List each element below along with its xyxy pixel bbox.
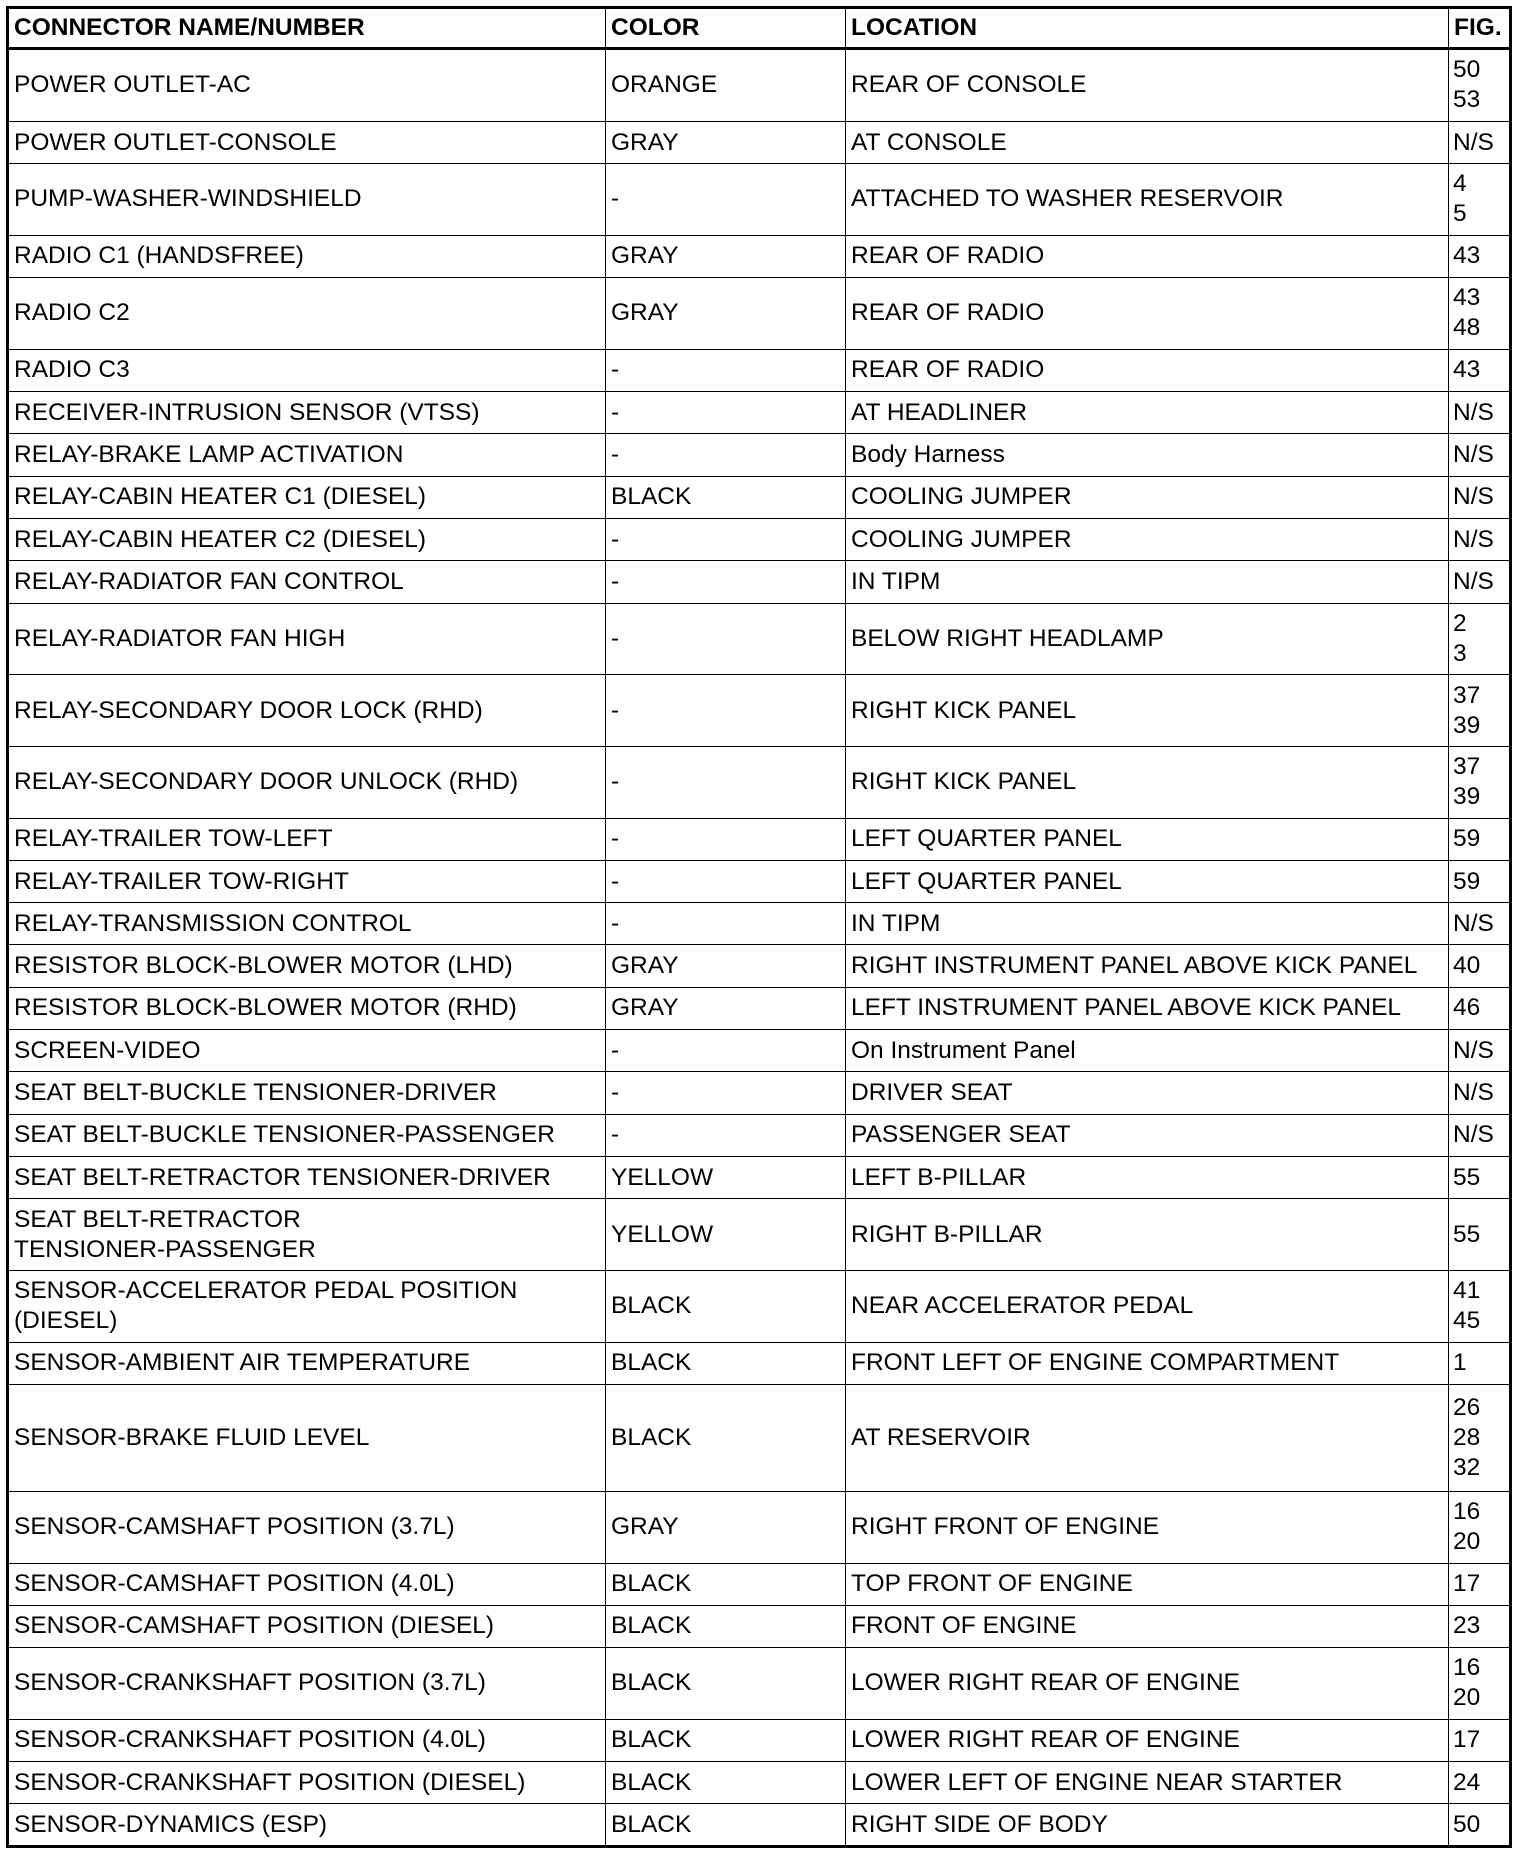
table-row [8, 860, 1511, 902]
cell-location: FRONT OF ENGINE [846, 1605, 1449, 1647]
header-fig: FIG. [1449, 8, 1511, 49]
header-row [8, 8, 1511, 49]
table-row [8, 278, 1511, 350]
table-row [8, 49, 1511, 122]
table-row [8, 518, 1511, 560]
cell-fig: 59 [1449, 860, 1511, 902]
cell-connector-name: RELAY-TRANSMISSION CONTROL [8, 903, 606, 945]
cell-fig: N/S [1449, 1072, 1511, 1114]
table-body [8, 49, 1511, 1847]
cell-connector-name: POWER OUTLET-CONSOLE [8, 121, 606, 163]
table-row [8, 1804, 1511, 1847]
cell-location: RIGHT SIDE OF BODY [846, 1804, 1449, 1847]
table-row [8, 561, 1511, 603]
cell-location: RIGHT KICK PANEL [846, 675, 1449, 747]
cell-connector-name: POWER OUTLET-AC [8, 49, 606, 122]
table-row [8, 818, 1511, 860]
cell-fig: 37 39 [1449, 675, 1511, 747]
cell-fig: 37 39 [1449, 746, 1511, 818]
table-header [8, 8, 1511, 49]
cell-color: - [606, 518, 846, 560]
cell-fig: N/S [1449, 434, 1511, 476]
cell-connector-name: SEAT BELT-RETRACTOR TENSIONER-PASSENGER [8, 1199, 606, 1271]
table-row [8, 987, 1511, 1029]
cell-location: REAR OF RADIO [846, 278, 1449, 350]
table-row [8, 1342, 1511, 1384]
cell-location: AT RESERVOIR [846, 1384, 1449, 1491]
cell-color: - [606, 818, 846, 860]
cell-color: BLACK [606, 1563, 846, 1605]
connector-table [6, 6, 1512, 1848]
table-row [8, 1384, 1511, 1491]
table-row [8, 1270, 1511, 1342]
cell-color: - [606, 164, 846, 236]
cell-color: - [606, 1030, 846, 1072]
table-row [8, 746, 1511, 818]
cell-location: LOWER RIGHT REAR OF ENGINE [846, 1648, 1449, 1720]
cell-color: YELLOW [606, 1156, 846, 1198]
table-row [8, 903, 1511, 945]
cell-connector-name: RADIO C1 (HANDSFREE) [8, 235, 606, 277]
cell-location: RIGHT FRONT OF ENGINE [846, 1491, 1449, 1563]
cell-location: IN TIPM [846, 903, 1449, 945]
cell-connector-name: RELAY-RADIATOR FAN CONTROL [8, 561, 606, 603]
cell-location: REAR OF CONSOLE [846, 49, 1449, 122]
cell-fig: 41 45 [1449, 1270, 1511, 1342]
cell-location: TOP FRONT OF ENGINE [846, 1563, 1449, 1605]
cell-fig: N/S [1449, 476, 1511, 518]
cell-location: RIGHT B-PILLAR [846, 1199, 1449, 1271]
cell-connector-name: SENSOR-CRANKSHAFT POSITION (DIESEL) [8, 1762, 606, 1804]
cell-location: FRONT LEFT OF ENGINE COMPARTMENT [846, 1342, 1449, 1384]
cell-fig: 55 [1449, 1156, 1511, 1198]
cell-fig: 46 [1449, 987, 1511, 1029]
cell-location: IN TIPM [846, 561, 1449, 603]
cell-color: - [606, 903, 846, 945]
cell-color: BLACK [606, 1384, 846, 1491]
cell-connector-name: PUMP-WASHER-WINDSHIELD [8, 164, 606, 236]
cell-connector-name: SENSOR-CAMSHAFT POSITION (DIESEL) [8, 1605, 606, 1647]
cell-location: COOLING JUMPER [846, 476, 1449, 518]
cell-location: LEFT QUARTER PANEL [846, 818, 1449, 860]
header-color: COLOR [606, 8, 846, 49]
cell-connector-name: RELAY-SECONDARY DOOR UNLOCK (RHD) [8, 746, 606, 818]
cell-color: BLACK [606, 1762, 846, 1804]
cell-connector-name: RADIO C2 [8, 278, 606, 350]
cell-color: - [606, 1072, 846, 1114]
cell-fig: 26 28 32 [1449, 1384, 1511, 1491]
table-row [8, 675, 1511, 747]
cell-color: BLACK [606, 1605, 846, 1647]
cell-color: GRAY [606, 235, 846, 277]
cell-fig: N/S [1449, 518, 1511, 560]
cell-location: COOLING JUMPER [846, 518, 1449, 560]
cell-connector-name: RELAY-CABIN HEATER C2 (DIESEL) [8, 518, 606, 560]
table-row [8, 434, 1511, 476]
cell-color: - [606, 434, 846, 476]
cell-color: BLACK [606, 476, 846, 518]
cell-connector-name: RELAY-CABIN HEATER C1 (DIESEL) [8, 476, 606, 518]
cell-color: BLACK [606, 1648, 846, 1720]
table-row [8, 603, 1511, 675]
cell-connector-name: RECEIVER-INTRUSION SENSOR (VTSS) [8, 392, 606, 434]
cell-color: - [606, 860, 846, 902]
cell-fig: 55 [1449, 1199, 1511, 1271]
table-row [8, 476, 1511, 518]
table-row [8, 1605, 1511, 1647]
table-row [8, 1030, 1511, 1072]
table-row [8, 1156, 1511, 1198]
cell-color: GRAY [606, 945, 846, 987]
cell-fig: 50 [1449, 1804, 1511, 1847]
cell-connector-name: SEAT BELT-BUCKLE TENSIONER-PASSENGER [8, 1114, 606, 1156]
cell-connector-name: RESISTOR BLOCK-BLOWER MOTOR (RHD) [8, 987, 606, 1029]
cell-connector-name: SCREEN-VIDEO [8, 1030, 606, 1072]
cell-connector-name: SENSOR-CAMSHAFT POSITION (4.0L) [8, 1563, 606, 1605]
table-row [8, 945, 1511, 987]
cell-fig: N/S [1449, 1030, 1511, 1072]
table-row [8, 1072, 1511, 1114]
table-row [8, 392, 1511, 434]
cell-color: - [606, 561, 846, 603]
cell-color: - [606, 603, 846, 675]
cell-location: RIGHT INSTRUMENT PANEL ABOVE KICK PANEL [846, 945, 1449, 987]
cell-connector-name: SENSOR-AMBIENT AIR TEMPERATURE [8, 1342, 606, 1384]
cell-fig: N/S [1449, 903, 1511, 945]
cell-location: AT CONSOLE [846, 121, 1449, 163]
cell-connector-name: RADIO C3 [8, 349, 606, 391]
cell-color: - [606, 1114, 846, 1156]
cell-location: On Instrument Panel [846, 1030, 1449, 1072]
cell-location: DRIVER SEAT [846, 1072, 1449, 1114]
cell-location: LOWER LEFT OF ENGINE NEAR STARTER [846, 1762, 1449, 1804]
cell-connector-name: SENSOR-ACCELERATOR PEDAL POSITION (DIESEL) [8, 1270, 606, 1342]
cell-connector-name: SEAT BELT-BUCKLE TENSIONER-DRIVER [8, 1072, 606, 1114]
cell-fig: 43 48 [1449, 278, 1511, 350]
table-row [8, 1199, 1511, 1271]
cell-location: LEFT QUARTER PANEL [846, 860, 1449, 902]
table-row [8, 349, 1511, 391]
cell-location: RIGHT KICK PANEL [846, 746, 1449, 818]
cell-fig: 40 [1449, 945, 1511, 987]
cell-fig: 17 [1449, 1719, 1511, 1761]
cell-location: AT HEADLINER [846, 392, 1449, 434]
cell-color: - [606, 746, 846, 818]
cell-fig: 24 [1449, 1762, 1511, 1804]
cell-color: - [606, 675, 846, 747]
table-row [8, 164, 1511, 236]
cell-connector-name: SENSOR-CRANKSHAFT POSITION (4.0L) [8, 1719, 606, 1761]
cell-fig: N/S [1449, 392, 1511, 434]
cell-fig: 16 20 [1449, 1491, 1511, 1563]
cell-fig: 43 [1449, 235, 1511, 277]
cell-fig: 59 [1449, 818, 1511, 860]
cell-color: BLACK [606, 1804, 846, 1847]
table-row [8, 1719, 1511, 1761]
cell-location: ATTACHED TO WASHER RESERVOIR [846, 164, 1449, 236]
cell-fig: 17 [1449, 1563, 1511, 1605]
cell-connector-name: SENSOR-CRANKSHAFT POSITION (3.7L) [8, 1648, 606, 1720]
cell-location: LOWER RIGHT REAR OF ENGINE [846, 1719, 1449, 1761]
cell-connector-name: SENSOR-BRAKE FLUID LEVEL [8, 1384, 606, 1491]
table-row [8, 1563, 1511, 1605]
cell-fig: N/S [1449, 561, 1511, 603]
cell-connector-name: RESISTOR BLOCK-BLOWER MOTOR (LHD) [8, 945, 606, 987]
cell-fig: 1 [1449, 1342, 1511, 1384]
table-row [8, 1762, 1511, 1804]
cell-fig: 23 [1449, 1605, 1511, 1647]
cell-color: BLACK [606, 1719, 846, 1761]
cell-fig: 2 3 [1449, 603, 1511, 675]
cell-location: REAR OF RADIO [846, 235, 1449, 277]
cell-connector-name: RELAY-TRAILER TOW-LEFT [8, 818, 606, 860]
cell-connector-name: SEAT BELT-RETRACTOR TENSIONER-DRIVER [8, 1156, 606, 1198]
cell-location: LEFT B-PILLAR [846, 1156, 1449, 1198]
cell-fig: 50 53 [1449, 49, 1511, 122]
header-connector-name: CONNECTOR NAME/NUMBER [8, 8, 606, 49]
cell-location: LEFT INSTRUMENT PANEL ABOVE KICK PANEL [846, 987, 1449, 1029]
cell-connector-name: SENSOR-DYNAMICS (ESP) [8, 1804, 606, 1847]
cell-color: YELLOW [606, 1199, 846, 1271]
cell-fig: 43 [1449, 349, 1511, 391]
table-row [8, 121, 1511, 163]
cell-color: GRAY [606, 987, 846, 1029]
header-location: LOCATION [846, 8, 1449, 49]
table-row [8, 1648, 1511, 1720]
cell-connector-name: RELAY-TRAILER TOW-RIGHT [8, 860, 606, 902]
cell-location: PASSENGER SEAT [846, 1114, 1449, 1156]
table-row [8, 1491, 1511, 1563]
cell-color: GRAY [606, 278, 846, 350]
cell-connector-name: RELAY-BRAKE LAMP ACTIVATION [8, 434, 606, 476]
cell-color: - [606, 392, 846, 434]
cell-location: NEAR ACCELERATOR PEDAL [846, 1270, 1449, 1342]
cell-fig: 4 5 [1449, 164, 1511, 236]
table-row [8, 235, 1511, 277]
cell-connector-name: RELAY-RADIATOR FAN HIGH [8, 603, 606, 675]
cell-location: Body Harness [846, 434, 1449, 476]
cell-connector-name: RELAY-SECONDARY DOOR LOCK (RHD) [8, 675, 606, 747]
cell-color: - [606, 349, 846, 391]
cell-fig: N/S [1449, 121, 1511, 163]
cell-fig: 16 20 [1449, 1648, 1511, 1720]
cell-location: BELOW RIGHT HEADLAMP [846, 603, 1449, 675]
cell-color: GRAY [606, 1491, 846, 1563]
cell-location: REAR OF RADIO [846, 349, 1449, 391]
cell-color: GRAY [606, 121, 846, 163]
cell-color: BLACK [606, 1270, 846, 1342]
cell-color: BLACK [606, 1342, 846, 1384]
cell-fig: N/S [1449, 1114, 1511, 1156]
table-row [8, 1114, 1511, 1156]
cell-connector-name: SENSOR-CAMSHAFT POSITION (3.7L) [8, 1491, 606, 1563]
cell-color: ORANGE [606, 49, 846, 122]
